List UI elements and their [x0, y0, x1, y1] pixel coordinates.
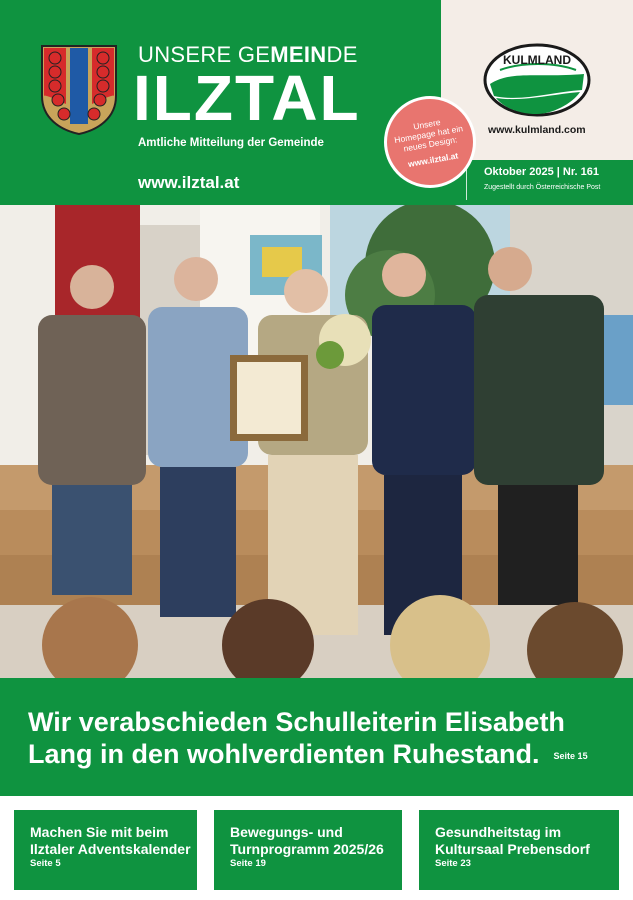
cover-photo [0, 205, 633, 678]
teaser-title: Machen Sie mit beim Ilztaler Adventskalender [30, 824, 191, 857]
kulmland-logo [482, 40, 592, 118]
issue-info: Oktober 2025 | Nr. 161 [484, 166, 599, 178]
teaser-adventskalender[interactable] [14, 810, 197, 890]
teaser-page-ref: Seite 19 [230, 858, 266, 869]
headline-text: Wir verabschieden Schulleiterin Elisabeth Lang in den wohlverdienten Ruhestand. [28, 707, 565, 769]
teaser-turnprogramm[interactable] [214, 810, 402, 890]
teaser-title: Bewegungs- und Turnprogramm 2025/26 [230, 824, 384, 857]
partner-link[interactable]: www.kulmland.com [488, 124, 586, 136]
website-link[interactable]: www.ilztal.at [138, 173, 240, 192]
masthead-subtitle: Amtliche Mitteilung der Gemeinde [138, 137, 324, 149]
teaser-gesundheitstag[interactable] [419, 810, 619, 890]
teaser-page-ref: Seite 5 [30, 858, 61, 869]
badge-url: www.ilztal.at [407, 150, 459, 170]
teaser-page-ref: Seite 23 [435, 858, 471, 869]
svg-text:KULMLAND: KULMLAND [503, 53, 571, 67]
badge-text: Unsere Homepage hat ein neues Design: [393, 116, 464, 154]
masthead-kicker: UNSERE GEMEINDE [138, 42, 358, 67]
masthead-title: ILZTAL [133, 62, 361, 134]
divider [466, 166, 467, 200]
coat-of-arms-icon [40, 44, 118, 136]
delivery-note: Zugestellt durch Österreichische Post [484, 184, 601, 191]
cover-headline[interactable] [28, 706, 628, 772]
teaser-title: Gesundheitstag im Kultursaal Prebensdorf [435, 824, 590, 857]
headline-page-ref: Seite 15 [553, 750, 588, 761]
